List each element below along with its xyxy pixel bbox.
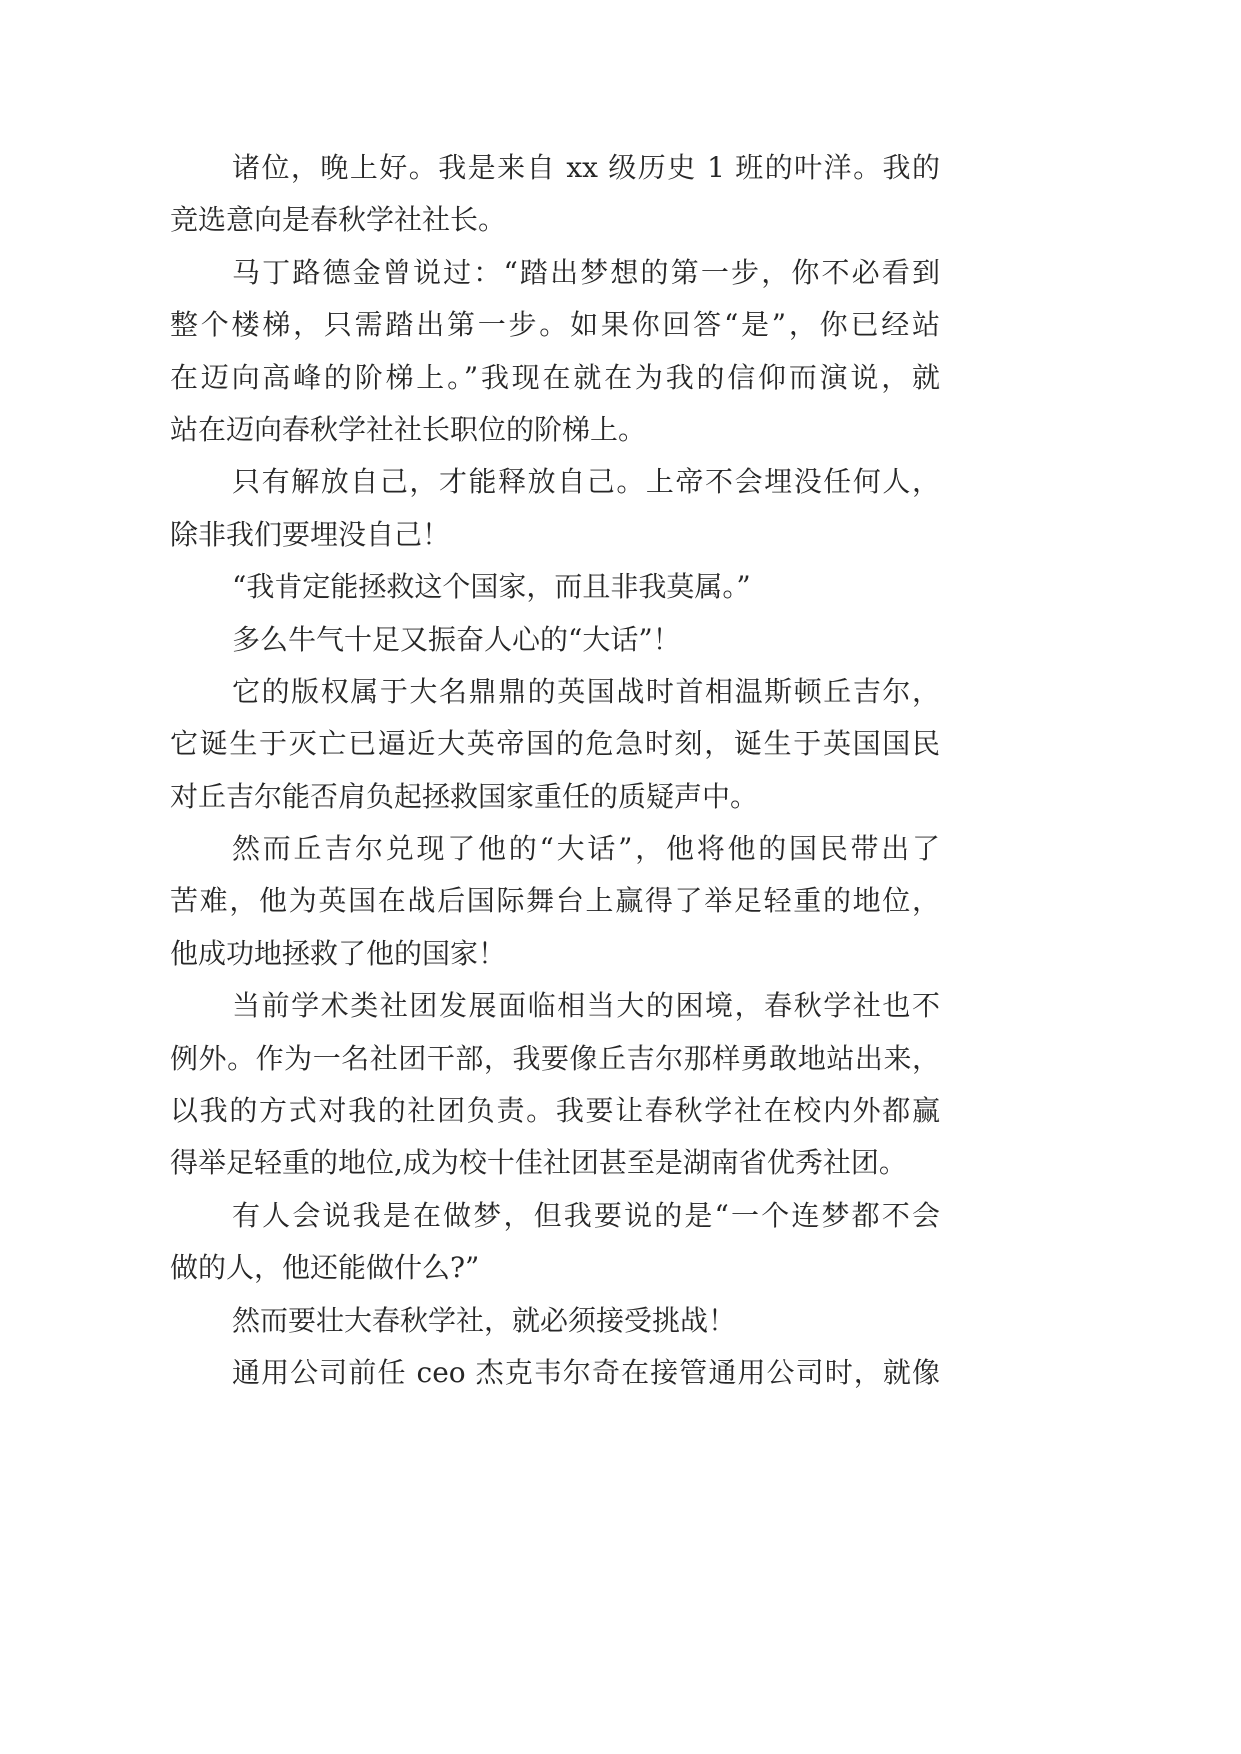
paragraph-line: 然而要壮大春秋学社，就必须接受挑战！ [232, 1303, 737, 1337]
paragraph [170, 247, 940, 457]
paragraph-line: 得举足轻重的地位,成为校十佳社团甚至是湖南省优秀社团。 [170, 1146, 907, 1180]
document-body [170, 142, 940, 1399]
paragraph-line: 苦难，他为英国在战后国际舞台上赢得了举足轻重的地位， [170, 884, 940, 918]
paragraph [170, 1347, 940, 1399]
paragraph [170, 823, 940, 980]
paragraph-line: 它诞生于灭亡已逼近大英帝国的危急时刻，诞生于英国国民 [170, 727, 940, 761]
paragraph-line: 诸位，晚上好。我是来自 xx 级历史 1 班的叶洋。我的 [232, 151, 940, 184]
paragraph-line: “我肯定能拯救这个国家，而且非我莫属。” [232, 570, 751, 604]
paragraph-line: 然而丘吉尔兑现了他的“大话”，他将他的国民带出了 [232, 832, 940, 866]
paragraph [170, 561, 940, 613]
paragraph-line: 只有解放自己，才能释放自己。上帝不会埋没任何人， [232, 465, 940, 499]
paragraph-line: 整个楼梯，只需踏出第一步。如果你回答“是”，你已经站 [170, 308, 940, 342]
paragraph [170, 614, 940, 666]
paragraph [170, 142, 940, 247]
paragraph [170, 1295, 940, 1347]
paragraph-line: 马丁路德金曾说过：“踏出梦想的第一步，你不必看到 [232, 255, 940, 289]
paragraph-line: 有人会说我是在做梦，但我要说的是“一个连梦都不会 [232, 1198, 940, 1232]
paragraph-line: 竞选意向是春秋学社社长。 [170, 203, 507, 237]
paragraph-line: 通用公司前任 ceo 杰克韦尔奇在接管通用公司时，就像 [232, 1355, 940, 1389]
paragraph-line: 在迈向高峰的阶梯上。”我现在就在为我的信仰而演说，就 [170, 360, 940, 394]
paragraph-line: 他成功地拯救了他的国家！ [170, 936, 507, 970]
paragraph-line: 对丘吉尔能否肩负起拯救国家重任的质疑声中。 [170, 779, 759, 813]
paragraph [170, 980, 940, 1190]
paragraph-line: 站在迈向春秋学社社长职位的阶梯上。 [170, 412, 647, 446]
paragraph-line: 当前学术类社团发展面临相当大的困境，春秋学社也不 [232, 989, 940, 1023]
paragraph [170, 456, 940, 561]
paragraph-line: 以我的方式对我的社团负责。我要让春秋学社在校内外都赢 [170, 1094, 940, 1128]
paragraph [170, 1190, 940, 1295]
paragraph-line: 做的人，他还能做什么?” [170, 1251, 480, 1285]
paragraph-line: 多么牛气十足又振奋人心的“大话”！ [232, 622, 681, 656]
paragraph-line: 除非我们要埋没自己！ [170, 517, 451, 551]
paragraph [170, 666, 940, 823]
paragraph-line: 例外。作为一名社团干部，我要像丘吉尔那样勇敢地站出来， [170, 1041, 940, 1075]
paragraph-line: 它的版权属于大名鼎鼎的英国战时首相温斯顿丘吉尔， [232, 674, 940, 708]
